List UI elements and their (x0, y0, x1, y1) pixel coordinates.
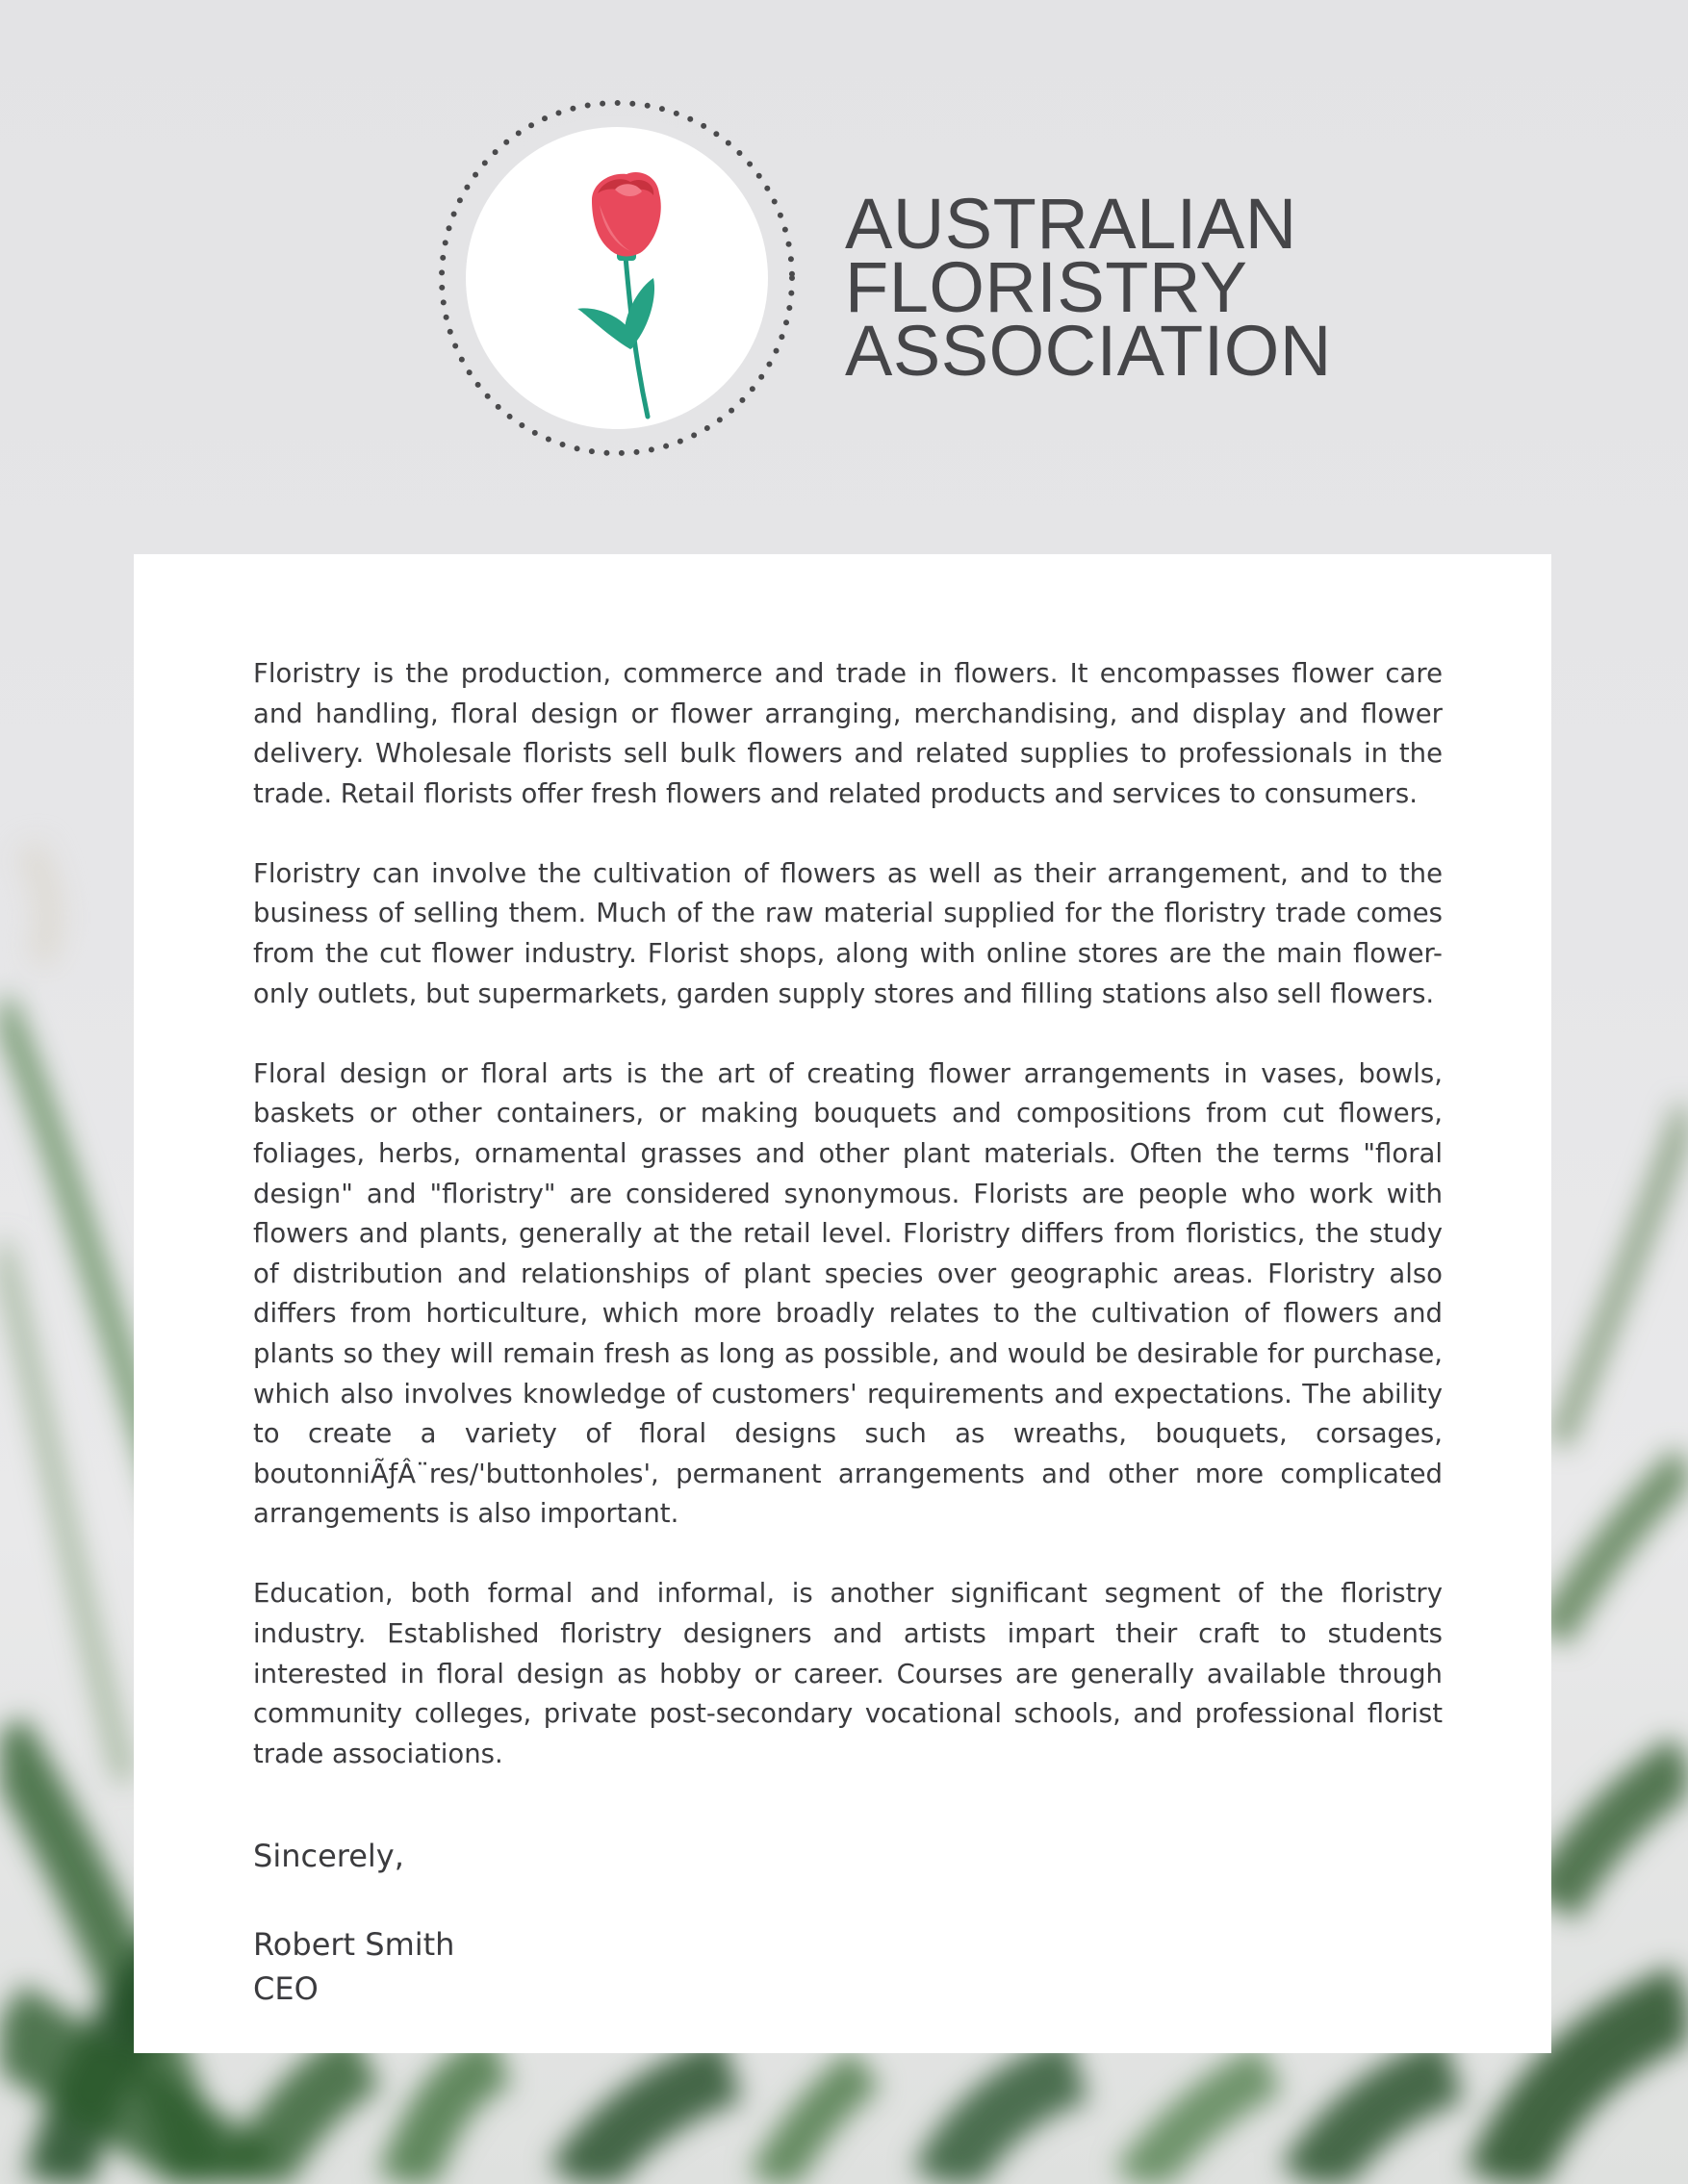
paragraph-3: Floral design or floral arts is the art of creating flower arrangements in vases, bowls, baskets or other containers, or making bouquets and compositions from cut flowers, foliages, herbs, ornamental grasses and other plant materials. Often the terms "floral design" and "floristry" are considered synonymous. Florists are people who work with flowers and plants, generally at the retail level. Floristry differs from floristics, the study of distribution and relationships of plant species over geographic areas. Floristry also differs from horticulture, which more broadly relates to the cultivation of flowers and plants so they will remain fresh as long as possible, and would be desirable for purchase, which also involves knowledge of customers' requirements and expectations. The ability to create a variety of floral designs such as wreaths, bouquets, corsages, boutonniÃƒÂ¨res/'buttonholes', permanent arrangements and other more complicated arrangements is also important. (253, 1057, 1443, 1530)
signature-gap (253, 1878, 1443, 1922)
signature-block (253, 1834, 1443, 2011)
paragraph-1: Floristry is the production, commerce and trade in flowers. It encompasses flower care and handling, floral design or flower arranging, merchandising, and display and flower delivery. Wholesale florists sell bulk flowers and related supplies to professionals in the trade. Retail florists offer fresh flowers and related products and services to consumers. (253, 658, 1443, 809)
logo (438, 99, 796, 457)
org-name-line-2: FLORISTRY (845, 247, 1248, 327)
closing-salutation: Sincerely, (253, 1838, 404, 1875)
org-name-line-1: AUSTRALIAN (845, 184, 1297, 264)
signer-title: CEO (253, 1970, 319, 2008)
letter-body (253, 654, 1443, 2011)
organization-name (845, 184, 1332, 391)
signer-name: Robert Smith (253, 1926, 455, 1964)
org-name-line-3: ASSOCIATION (845, 311, 1332, 391)
paragraph-4: Education, both formal and informal, is another significant segment of the floristry industry. Established floristry designers and artists impart their craft to students interested in floral design as hobby or career. Courses are generally available through community colleges, private post-secondary vocational schools, and professional florist trade associations. (253, 1578, 1443, 1769)
paragraph-2: Floristry can involve the cultivation of flowers as well as their arrangement, and to the business of selling them. Much of the raw material supplied for the floristry trade comes from the cut flower industry. Florist shops, along with online stores are the main flower-only outlets, but supermarkets, garden supply stores and filling stations also sell flowers. (253, 857, 1443, 1009)
letterhead (0, 0, 1688, 554)
letter-card (134, 554, 1551, 2053)
